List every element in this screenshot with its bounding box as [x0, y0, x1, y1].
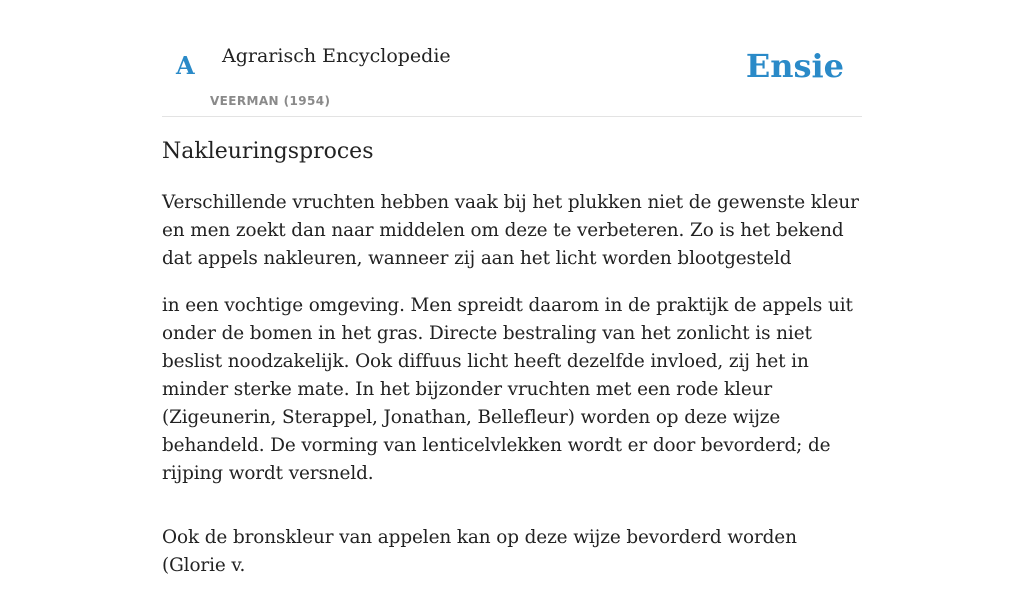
encyclopedia-logo-link[interactable]: A — [176, 51, 195, 80]
book-title-link[interactable]: Agrarisch Encyclopedie — [222, 45, 451, 67]
article-paragraph: Verschillende vruchten hebben vaak bij het plukken niet de gewenste kleur en men zoekt dan naar middelen om deze te verbeteren. Zo is het bekend dat appels nakleuren, wanneer zij aan het licht worden blootgesteld — [162, 191, 859, 269]
article-paragraph: in een vochtige omgeving. Men spreidt daarom in de praktijk de appels uit onder de bomen in het gras. Directe bestraling van het zonlicht is niet beslist noodzakelijk. Ook diffuus licht heeft dezelfde invloed, zij het in minder sterke mate. In het bijzonder vruchten met een rode kleur (Zigeunerin, Sterappel, Jonathan, Bellefleur) worden op deze wijze behandeld. De vorming van lenticelvlekken wordt er door bevorderd; de rijping wordt versneld. — [162, 294, 853, 484]
ensie-brand-link[interactable]: Ensie — [745, 47, 844, 85]
article — [162, 138, 864, 599]
book-author-year: VEERMAN (1954) — [210, 94, 331, 108]
article-paragraph: Ook de bronskleur van appelen kan op deze wijze bevorderd worden (Glorie v. — [162, 526, 797, 576]
article-title: Nakleuringsproces — [162, 139, 374, 164]
page-header — [162, 0, 862, 117]
